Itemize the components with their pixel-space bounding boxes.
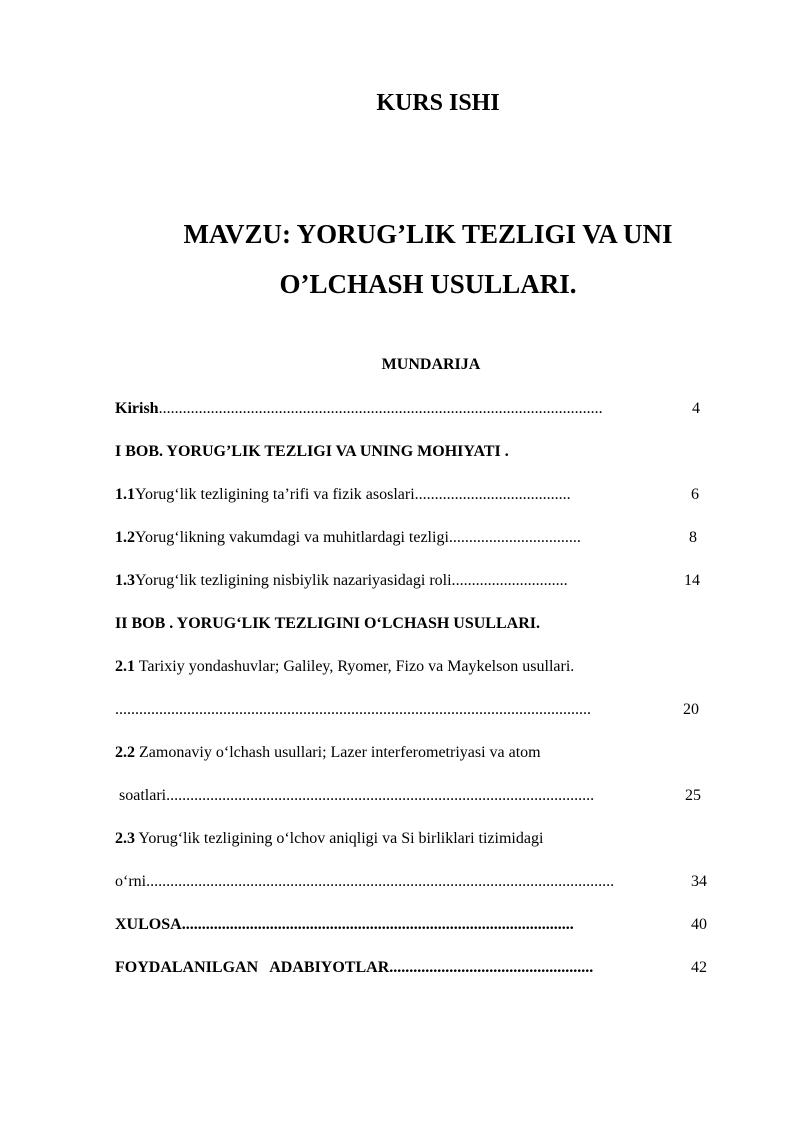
toc-entry-2-3 <box>115 830 543 848</box>
toc-entry-number: 1.2 <box>115 529 135 546</box>
toc-entry-1-2 <box>115 529 697 547</box>
toc-entry-2-1 <box>115 658 574 676</box>
toc-leader-dots: ....................................................................................................................... <box>115 701 591 718</box>
toc-entry-number: 2.2 <box>115 744 135 761</box>
toc-entry-number: 2.3 <box>115 830 135 847</box>
toc-page-number: 40 <box>691 916 707 933</box>
document-title: KURS ISHI <box>376 90 500 116</box>
topic-line-2: O’LCHASH USULLARI. <box>279 269 577 299</box>
toc-page-number: 6 <box>691 486 699 503</box>
toc-entry-text: Yorug‘likning vakumdagi va muhitlardagi tezligi. <box>135 529 453 546</box>
toc-entry-adabiyotlar <box>115 959 707 977</box>
toc-leader-dots: ............................ <box>455 572 568 589</box>
toc-leader-dots: .................................................................................................. <box>181 916 574 933</box>
toc-entry-number: 1.1 <box>115 486 135 503</box>
toc-entry-xulosa <box>115 916 707 934</box>
topic-line-1: MAVZU: YORUG’LIK TEZLIGI VA UNI <box>183 219 673 249</box>
toc-page-number: 4 <box>692 400 700 417</box>
toc-entry-text: Yorug‘lik tezligining nisbiylik nazariyasidagi roli. <box>135 572 456 589</box>
toc-page-number: 25 <box>685 787 701 804</box>
toc-entry-kirish <box>115 400 700 418</box>
toc-page-number: 42 <box>691 959 707 976</box>
toc-chapter-2: II BOB . YORUG‘LIK TEZLIGINI O‘LCHASH USULLARI. <box>115 615 540 632</box>
toc-entry-label: XULOSA <box>115 916 182 933</box>
toc-entry-2-1-continuation <box>115 701 699 719</box>
toc-entry-number: 2.1 <box>115 658 135 675</box>
toc-entry-text: soatlari <box>115 787 167 804</box>
toc-page-number: 8 <box>689 529 697 546</box>
toc-entry-label: Kirish <box>115 400 159 417</box>
toc-entry-2-3-continuation <box>115 873 707 891</box>
toc-page-number: 14 <box>684 572 700 589</box>
toc-entry-1-1 <box>115 486 699 504</box>
toc-entry-text: Tarixiy yondashuvlar; Galiley, Ryomer, Fizo va Maykelson usullari. <box>135 658 575 675</box>
toc-entry-text: o‘rni <box>115 873 147 890</box>
toc-entry-2-2-continuation <box>115 787 701 805</box>
toc-entry-label: FOYDALANILGAN ADABIYOTLAR <box>115 959 390 976</box>
toc-leader-dots: ........................................................................................................... <box>166 787 595 804</box>
toc-entry-text: Zamonaviy o‘lchash usullari; Lazer interferometriyasi va atom <box>135 744 541 761</box>
toc-entry-text: Yorug‘lik tezligining ta’rifi va fizik asoslari <box>135 486 415 503</box>
toc-page-number: 34 <box>691 873 707 890</box>
toc-heading: MUNDARIJA <box>381 356 481 373</box>
toc-chapter-1: I BOB. YORUG’LIK TEZLIGI VA UNING MOHIYATI . <box>115 443 509 460</box>
toc-entry-2-2 <box>115 744 541 762</box>
toc-leader-dots: ..................................................................................................................... <box>146 873 615 890</box>
toc-leader-dots: ................................................... <box>389 959 594 976</box>
toc-leader-dots: ................................ <box>452 529 581 546</box>
toc-leader-dots: ............................................................................................................... <box>158 400 603 417</box>
toc-entry-text: Yorug‘lik tezligining o‘lchov aniqligi va Si birliklari tizimidagi <box>135 830 544 847</box>
toc-entry-1-3 <box>115 572 700 590</box>
toc-entry-number: 1.3 <box>115 572 135 589</box>
toc-page-number: 20 <box>683 701 699 718</box>
toc-leader-dots: ....................................... <box>414 486 571 503</box>
